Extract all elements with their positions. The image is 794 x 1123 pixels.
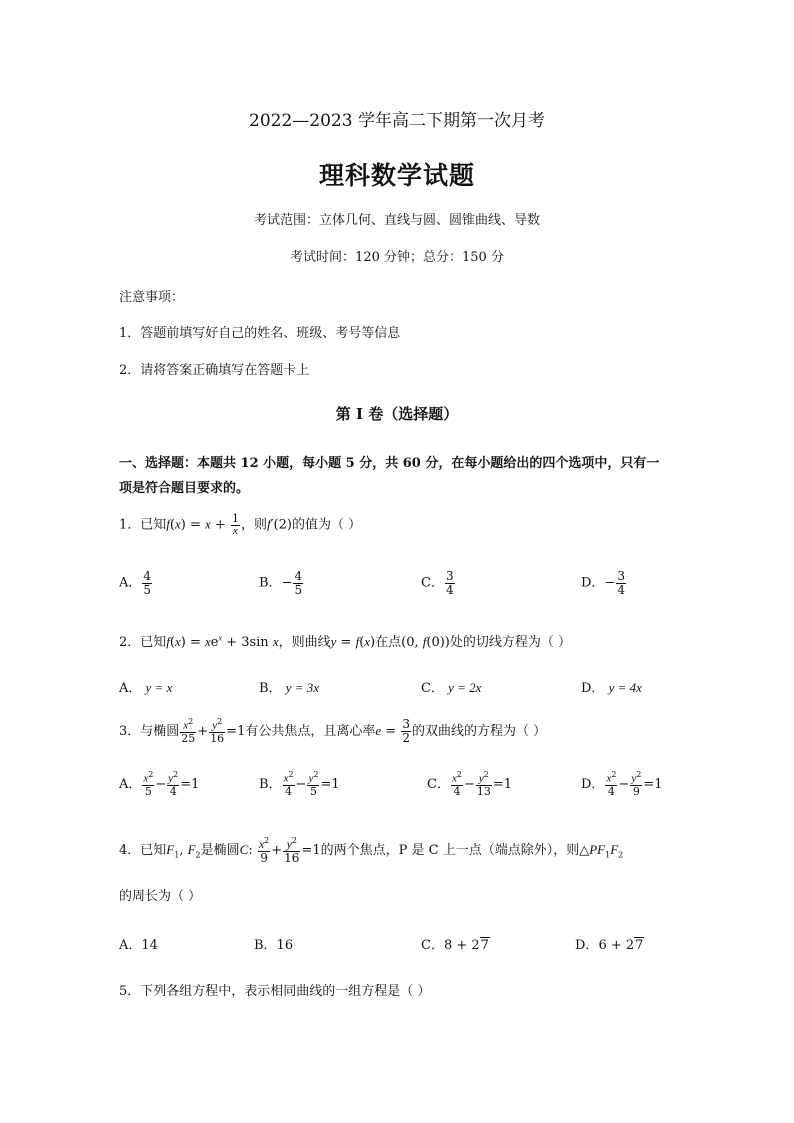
q1-prefix: 1．已知 — [119, 517, 167, 533]
q2-option-b[interactable]: B． y = 3x — [259, 680, 320, 696]
q4-option-c[interactable]: C．8 + 27 — [421, 938, 489, 953]
q3-option-b[interactable]: B． $\frac{x^2}{4}$ − $\frac{y^2}{5}$ =1 — [259, 770, 340, 799]
q4-option-d[interactable]: D．6 + 27 — [575, 938, 644, 953]
question-5: 5．下列各组方程中，表示相同曲线的一组方程是（ ） — [119, 984, 431, 999]
section-title: 第 I 卷（选择题） — [335, 405, 459, 423]
q2-option-c[interactable]: C． y = 2x — [421, 680, 482, 696]
q2-option-d[interactable]: D． y = 4x — [581, 680, 642, 696]
question-3: 3．与椭圆 $\frac{x^2}{25}$ + $\frac{y^2}{16}$ =1有公共焦点，且离心率e = $\frac{3}{2}$ 的双曲线的方程为（ ） — [119, 717, 547, 746]
q4-option-b[interactable]: B．16 — [254, 938, 294, 953]
q4-option-a[interactable]: A．14 — [119, 938, 158, 953]
question-4-line2: 的周长为（ ） — [119, 889, 202, 904]
notes-item-1: 1．答题前填写好自己的姓名、班级、考号等信息 — [119, 326, 401, 341]
section-instruction-line2: 项是符合题目要求的。 — [119, 481, 250, 496]
question-4: 4．已知$F_1$, $F_2$是椭圆C: $\frac{x^2}{9}$ + $\frac{y^2}{16}$ =1的两个焦点，P 是 C 上一点（端点除外），则$\triangle PF_1F_2$ — [119, 836, 624, 865]
q1-option-d[interactable]: D．− $\frac{3}{4}$ — [581, 569, 625, 597]
notes-item-2: 2．请将答案正确填写在答题卡上 — [119, 363, 310, 378]
q1-tail: 的值为（ ） — [291, 517, 362, 533]
q1-option-a[interactable]: A． $\frac{4}{5}$ — [119, 569, 152, 597]
q2-option-a[interactable]: A． y = x — [119, 680, 173, 696]
q3-option-d[interactable]: D． $\frac{x^2}{4}$ − $\frac{y^2}{9}$ =1 — [581, 770, 663, 799]
q3-option-a[interactable]: A． $\frac{x^2}{5}$ − $\frac{y^2}{4}$ =1 — [119, 770, 200, 799]
exam-time: 考试时间：120 分钟；总分：150 分 — [290, 250, 504, 265]
exam-title: 理科数学试题 — [318, 161, 475, 190]
q1-option-c[interactable]: C． $\frac{3}{4}$ — [421, 569, 454, 597]
exam-header-line: 2022—2023 学年高二下期第一次月考 — [249, 111, 545, 131]
question-1: 1．已知f(x) = x + $\frac{1}{x}$ ，则f′(2)的值为（ ） — [119, 512, 362, 537]
section-instruction-line1: 一、选择题：本题共 12 小题，每小题 5 分，共 60 分，在每小题给出的四个选项中，只有一 — [119, 456, 660, 471]
notes-heading: 注意事项： — [119, 290, 185, 305]
q1-suffix: ，则 — [240, 517, 267, 533]
question-2: 2．已知$f(x) = xe^x + 3\sin$ x，则曲线y = f(x)在点(0, f(0))处的切线方程为（ ） — [119, 633, 572, 650]
exam-scope: 考试范围：立体几何、直线与圆、圆锥曲线、导数 — [253, 213, 540, 228]
q1-function: f — [166, 516, 170, 532]
q3-option-c[interactable]: C． $\frac{x^2}{4}$ − $\frac{y^2}{13}$ =1 — [427, 770, 513, 799]
q1-option-b[interactable]: B．− $\frac{4}{5}$ — [259, 569, 303, 597]
